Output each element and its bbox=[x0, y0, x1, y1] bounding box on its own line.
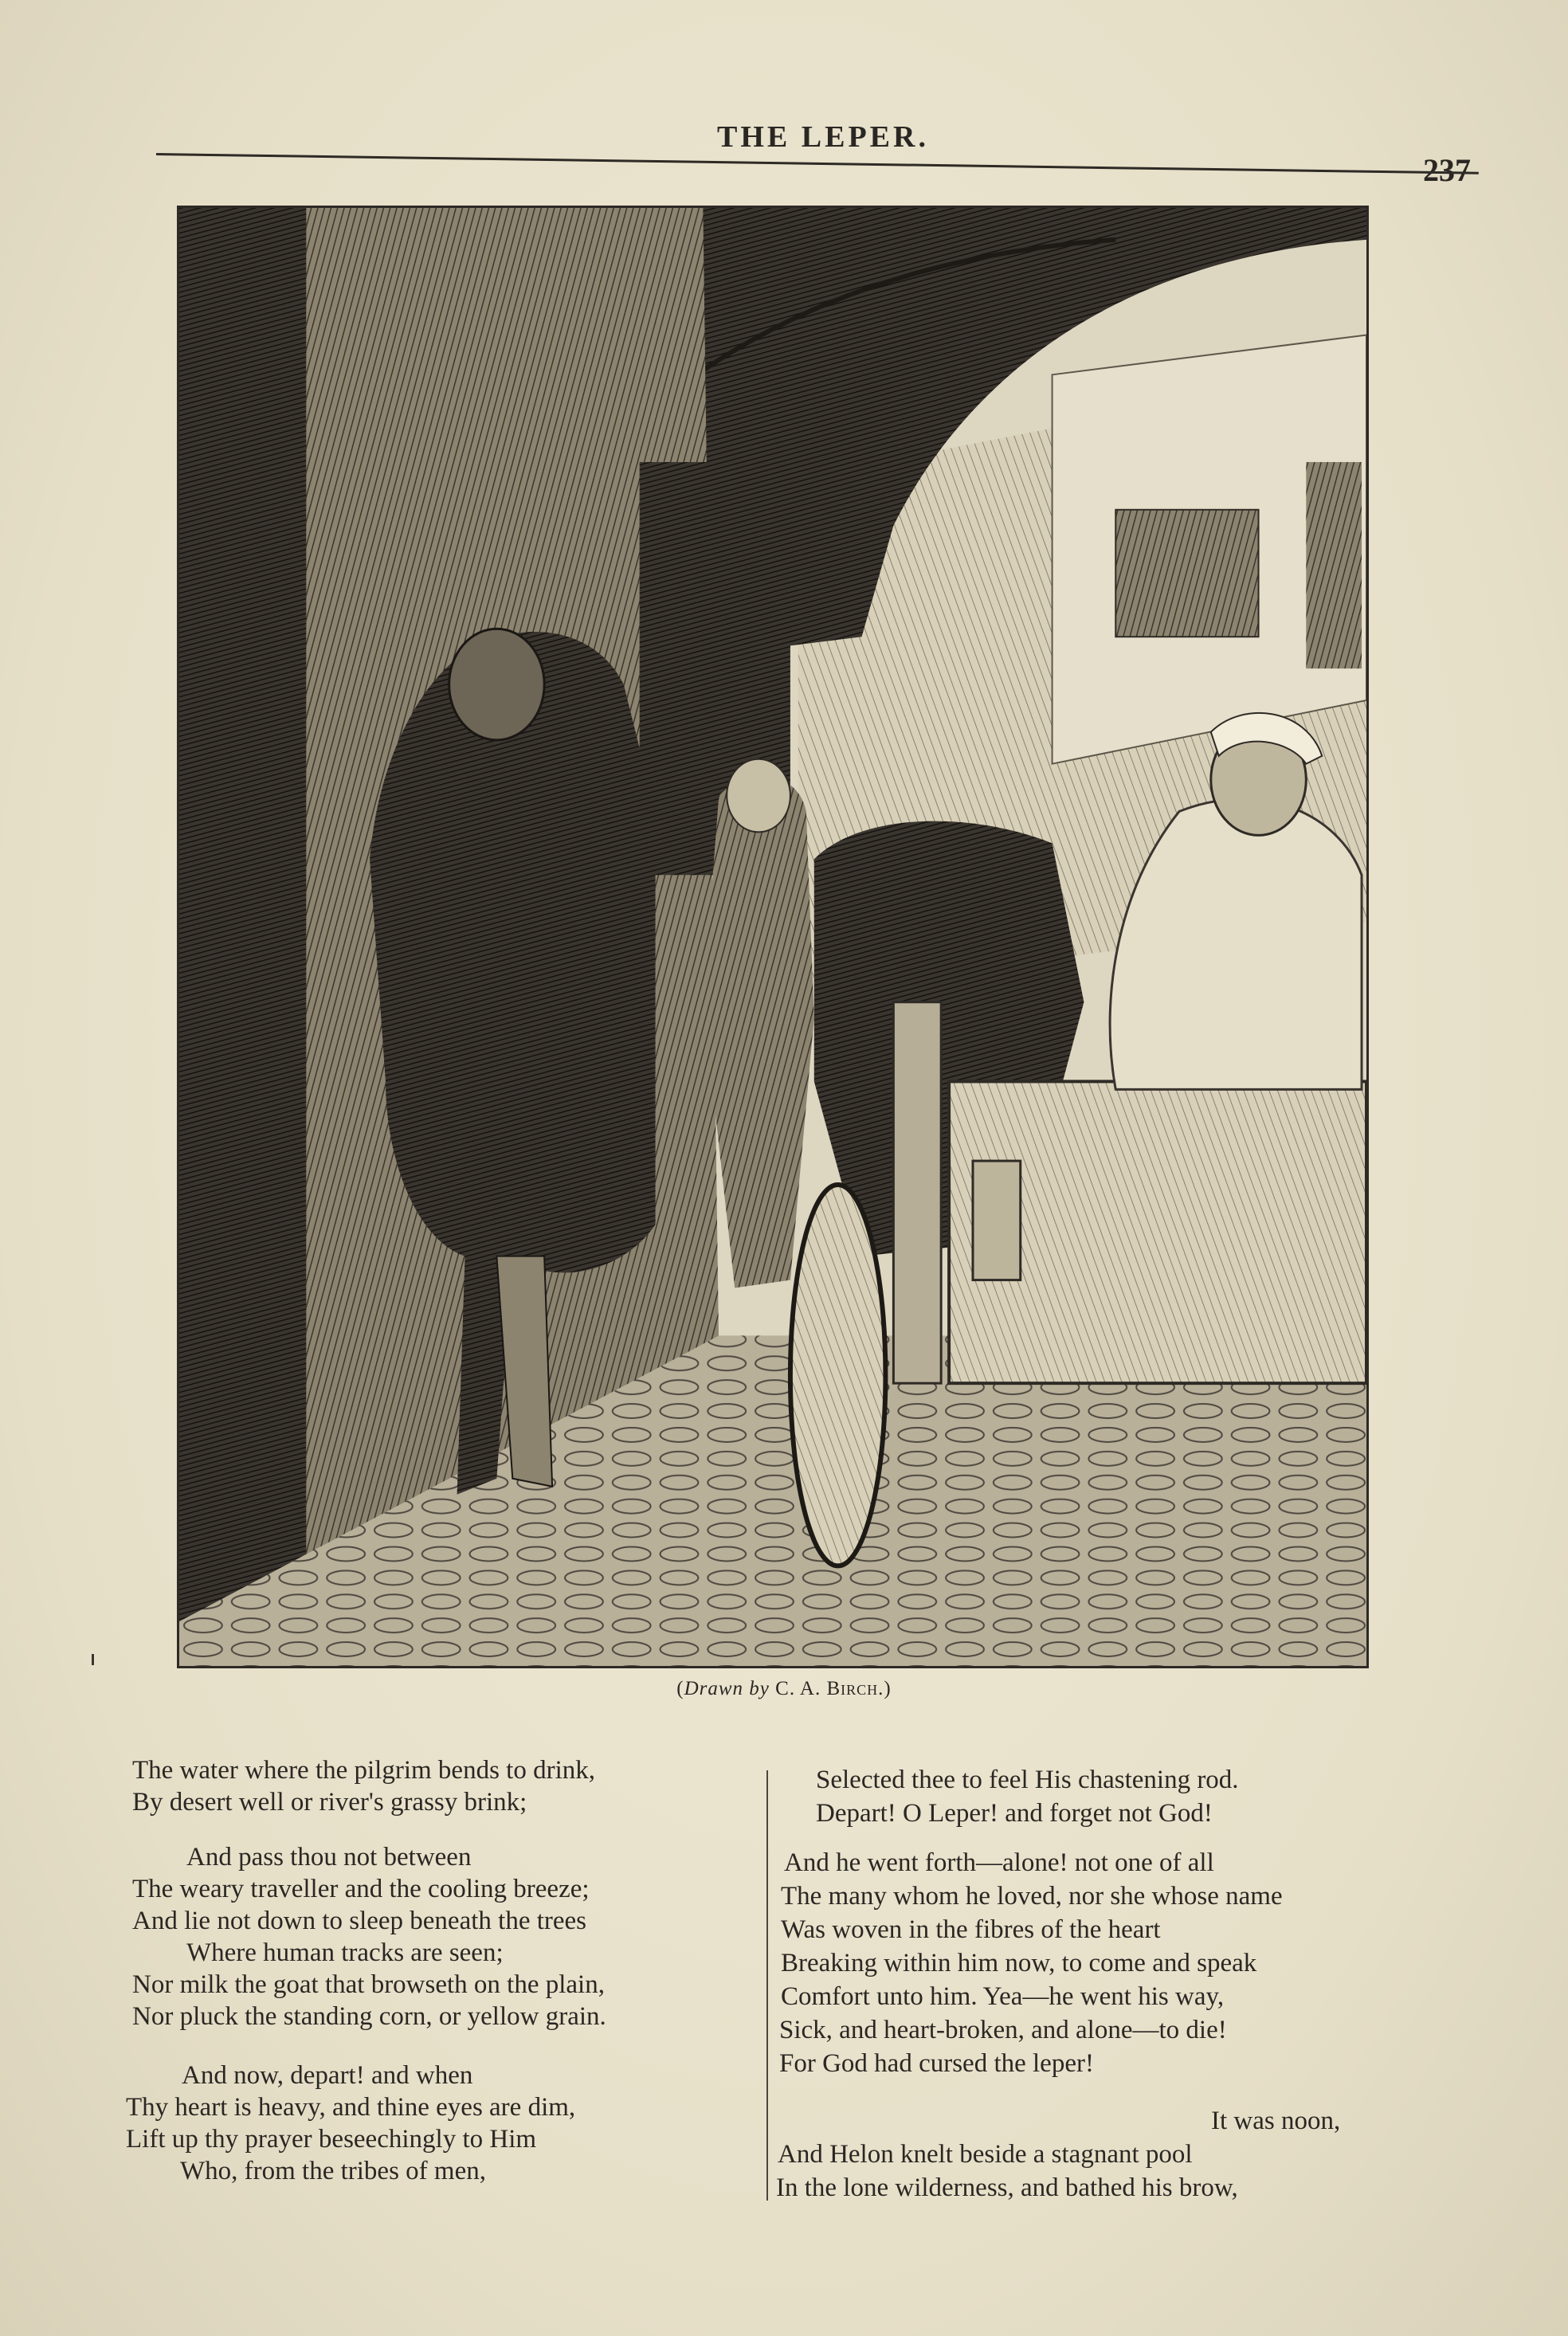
engraving-illustration bbox=[177, 206, 1369, 1668]
poem-line: The water where the pilgrim bends to drink, bbox=[132, 1756, 595, 1785]
poem-line: Selected thee to feel His chastening rod. bbox=[816, 1766, 1239, 1794]
poem-line: Sick, and heart-broken, and alone—to die! bbox=[779, 2016, 1227, 2044]
poem-line: Nor pluck the standing corn, or yellow grain. bbox=[132, 2002, 606, 2031]
caption-drawn-by: Drawn by bbox=[684, 1678, 770, 1699]
header-rule bbox=[156, 153, 1479, 174]
poem-line: Thy heart is heavy, and thine eyes are dim, bbox=[126, 2093, 576, 2122]
poem-line: For God had cursed the leper! bbox=[779, 2049, 1094, 2078]
caption-paren-open: ( bbox=[676, 1678, 684, 1699]
poem-line: And lie not down to sleep beneath the trees bbox=[132, 1907, 587, 1935]
poem-line: And now, depart! and when bbox=[182, 2061, 473, 2090]
margin-mark bbox=[92, 1654, 94, 1665]
poem-line: And Helon knelt beside a stagnant pool bbox=[778, 2140, 1193, 2169]
poem-line: It was noon, bbox=[1211, 2107, 1341, 2135]
engraving-scene bbox=[179, 208, 1366, 1666]
page-number: 237 bbox=[1423, 152, 1471, 188]
poem-line: Nor milk the goat that browseth on the plain, bbox=[132, 1970, 605, 1999]
poem-line: Was woven in the fibres of the heart bbox=[781, 1915, 1161, 1944]
poem-line: By desert well or river's grassy brink; bbox=[132, 1788, 527, 1817]
poem-line: Depart! O Leper! and forget not God! bbox=[816, 1799, 1213, 1828]
poem-line: In the lone wilderness, and bathed his brow, bbox=[776, 2173, 1238, 2202]
poem-line: Breaking within him now, to come and speak bbox=[781, 1949, 1257, 1977]
poem-line: And pass thou not between bbox=[186, 1843, 472, 1872]
running-title: THE LEPER. bbox=[717, 120, 929, 154]
poem-line: And he went forth—alone! not one of all bbox=[784, 1848, 1214, 1877]
illustration-caption bbox=[0, 1678, 1568, 1700]
poem-line: Lift up thy prayer beseechingly to Him bbox=[126, 2125, 537, 2154]
caption-paren-close: ) bbox=[884, 1678, 892, 1699]
poem-line: Where human tracks are seen; bbox=[186, 1938, 504, 1967]
poem-line: Who, from the tribes of men, bbox=[180, 2157, 486, 2185]
poem-line: Comfort unto him. Yea—he went his way, bbox=[781, 1982, 1225, 2011]
caption-artist: C. A. Birch. bbox=[775, 1678, 884, 1699]
column-divider bbox=[766, 1770, 768, 2201]
poem-line: The many whom he loved, nor she whose name bbox=[781, 1882, 1283, 1911]
poem-line: The weary traveller and the cooling breeze; bbox=[132, 1875, 590, 1903]
